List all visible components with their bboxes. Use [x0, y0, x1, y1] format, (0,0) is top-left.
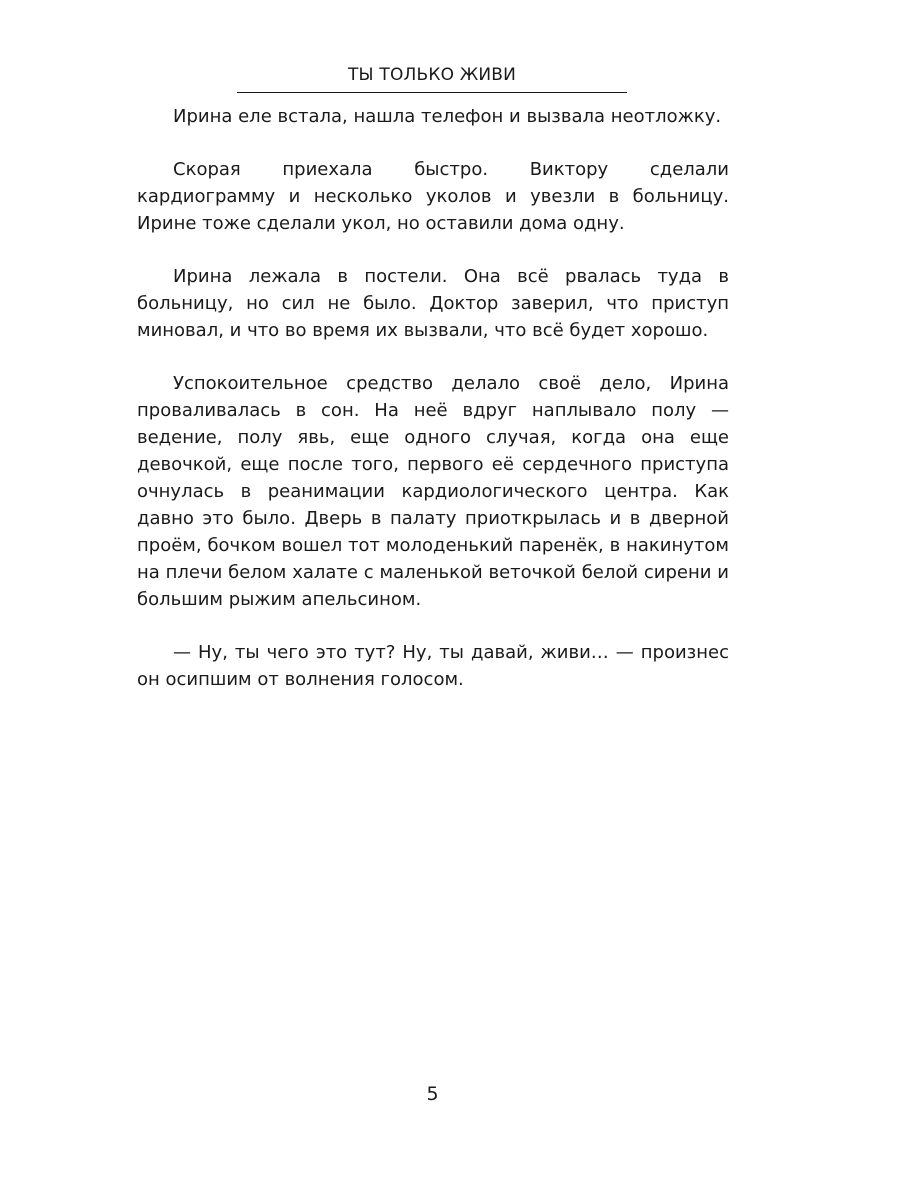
- running-head: ТЫ ТОЛЬКО ЖИВИ: [237, 62, 627, 93]
- paragraph-1: Ирина еле встала, нашла телефон и вызвала неотложку.: [173, 106, 722, 127]
- paragraph-3: Ирина лежала в постели. Она всё рвалась туда в больницу, но сил не было. Доктор заверил, что приступ миновал, и что во время их вызвали, что всё будет хорошо.: [137, 266, 729, 341]
- paragraph-5: — Ну, ты чего это тут? Ну, ты давай, живи… — произнес он осипшим от волнения голосом.: [137, 642, 729, 690]
- paragraph-4: Успокоительное средство делало своё дело, Ирина проваливалась в сон. На неё вдруг наплывало полу — ведение, полу явь, еще одного случая, когда она еще девочкой, еще после того, первого её сердечного приступа очнулась в реанимации кардиологического центра. Как давно это было. Дверь в палату приоткрылась и в дверной проём, бочком вошел тот молоденький паренёк, в накинутом на плечи белом халате с маленькой веточкой белой сирени и большим рыжим апельсином.: [137, 373, 729, 610]
- page-number: 5: [426, 1083, 439, 1105]
- paragraph-2: Скорая приехала быстро. Виктору сделали кардиограмму и несколько уколов и увезли в больницу. Ирине тоже сделали укол, но оставили дома одну.: [137, 159, 729, 234]
- body-text: [137, 103, 729, 719]
